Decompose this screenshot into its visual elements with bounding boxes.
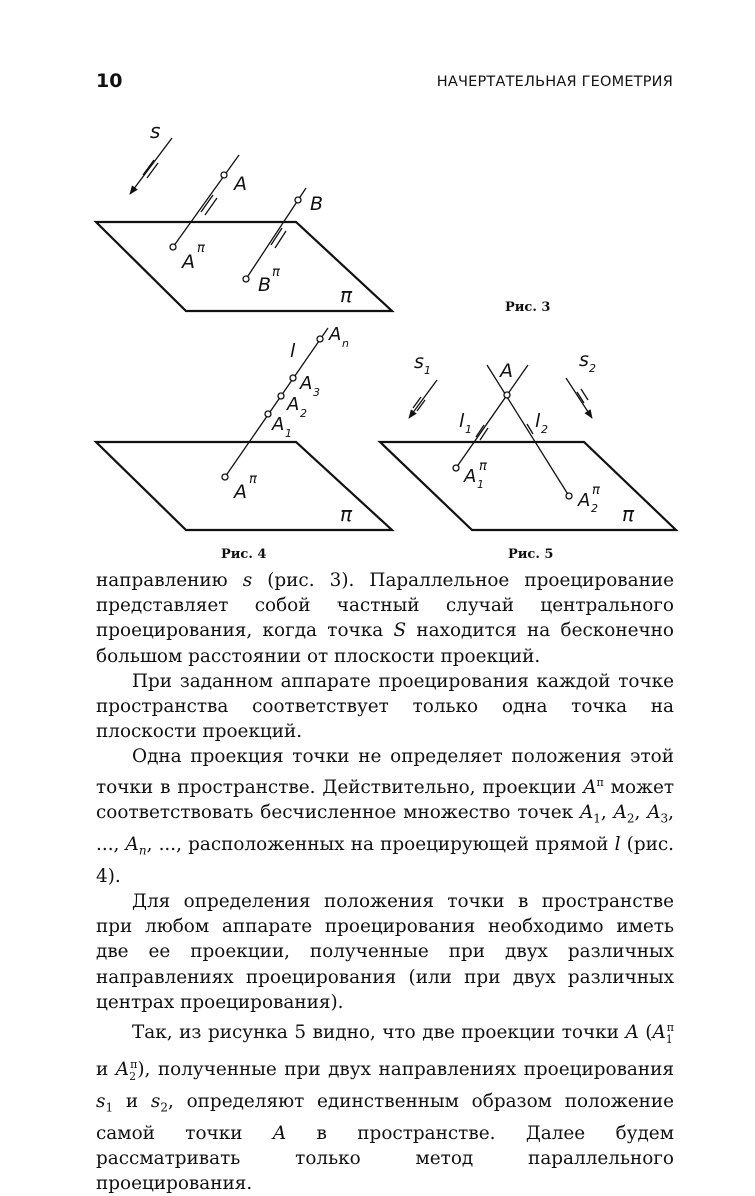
label-plane-pi-fig5: π — [622, 502, 635, 526]
point-A2-pi — [566, 493, 572, 499]
label-A-pi-fig4-sup: π — [249, 472, 257, 487]
label-A1-pi-sub: 1 — [477, 478, 484, 491]
direction-s2-arrow — [566, 378, 592, 418]
label-s1-sub: 1 — [424, 364, 431, 377]
label-A1: A — [272, 414, 285, 435]
point-A3 — [290, 375, 296, 381]
label-An-sub: n — [342, 337, 349, 350]
paragraph-3: Одна проекция точки не определяет положения этой точки в пространстве. Действительно, проекции $A^\pi$ может соответствовать бесчисленное множество точек $A_1$, $A_2$, $A_3$, ..., $A_n$, ..., расположенных на проецирующей прямой l (рис. 4). — [96, 746, 674, 887]
label-An: A — [329, 324, 342, 345]
label-l1-sub: 1 — [465, 423, 472, 436]
paragraph-2: При заданном аппарате проецирования каждой точке пространства соответствует только одна точка на плоскости проекций. — [96, 670, 674, 743]
point-A-fig5 — [504, 392, 510, 398]
paragraph-4: Для определения положения точки в пространстве при любом аппарате проецирования необходимо иметь две ее проекции, полученные при двух различных направлениях проецирования (или при двух различных центрах проецирования). — [96, 890, 674, 1013]
running-header-title: НАЧЕРТАТЕЛЬНАЯ ГЕОМЕТРИЯ — [436, 74, 673, 90]
figures-area — [0, 0, 755, 570]
label-B: B — [310, 193, 324, 215]
label-plane-pi-fig4: π — [340, 502, 353, 526]
label-A-pi-fig4: A — [234, 481, 247, 503]
point-An — [317, 336, 323, 342]
page-number: 10 — [96, 70, 123, 92]
label-A-fig5: A — [500, 360, 513, 382]
label-B-pi-sup: π — [272, 265, 280, 280]
projecting-line-l — [225, 328, 328, 477]
label-A1-sub: 1 — [285, 427, 292, 440]
label-A3: A — [300, 373, 313, 394]
label-l1: l — [459, 410, 465, 432]
caption-fig4: Рис. 4 — [221, 547, 267, 562]
paragraph-1: направлению s (рис. 3). Параллельное проецирование представляет собой частный случай центрального проецирования, когда точка S находится на бесконечно большом расстоянии от плоскости проекций. — [96, 570, 674, 667]
point-A2 — [278, 393, 284, 399]
label-l2: l — [535, 410, 541, 432]
label-A2-pi-sup: π — [592, 483, 600, 498]
projector-l1 — [456, 365, 528, 468]
projector-l2 — [487, 365, 569, 496]
label-A-pi-sup: π — [197, 241, 205, 256]
label-A2: A — [287, 394, 300, 415]
point-B — [295, 197, 301, 203]
point-A-pi-fig4 — [222, 474, 228, 480]
label-A-pi: A — [182, 251, 195, 273]
projector-A — [173, 155, 239, 247]
direction-s-arrow — [130, 138, 172, 194]
caption-fig3: Рис. 3 — [505, 300, 551, 315]
body-text — [96, 568, 674, 1196]
caption-fig5: Рис. 5 — [508, 547, 554, 562]
label-s1: s — [414, 351, 424, 373]
label-A: A — [234, 173, 247, 195]
label-B-pi: B — [258, 274, 272, 296]
point-A1-pi — [453, 465, 459, 471]
point-A-pi — [170, 244, 176, 250]
point-A1 — [265, 411, 271, 417]
label-A3-sub: 3 — [313, 386, 320, 399]
label-s2-sub: 2 — [589, 362, 596, 375]
label-l2-sub: 2 — [541, 423, 548, 436]
label-s: s — [150, 119, 161, 143]
point-B-pi — [243, 276, 249, 282]
paragraph-5: Так, из рисунка 5 видно, что две проекции точки A ($A_1^\pi$ и $A_2^\pi$), полученные при двух направлениях проецирования $s_1$ и $s_2$, определяют единственным образом положение самой точки A в пространстве. Далее будем рассматривать только метод параллельного проецирования. — [96, 1020, 675, 1195]
label-plane-pi-fig3: π — [340, 283, 353, 307]
label-A1-pi: A — [464, 466, 477, 487]
direction-s1-arrow — [409, 380, 437, 418]
label-s2: s — [579, 349, 589, 371]
label-A1-pi-sup: π — [479, 459, 487, 474]
label-A2-pi-sub: 2 — [591, 502, 598, 515]
point-A — [221, 172, 227, 178]
label-l: l — [290, 340, 296, 362]
label-A2-sub: 2 — [300, 407, 307, 420]
label-A2-pi: A — [578, 490, 591, 511]
